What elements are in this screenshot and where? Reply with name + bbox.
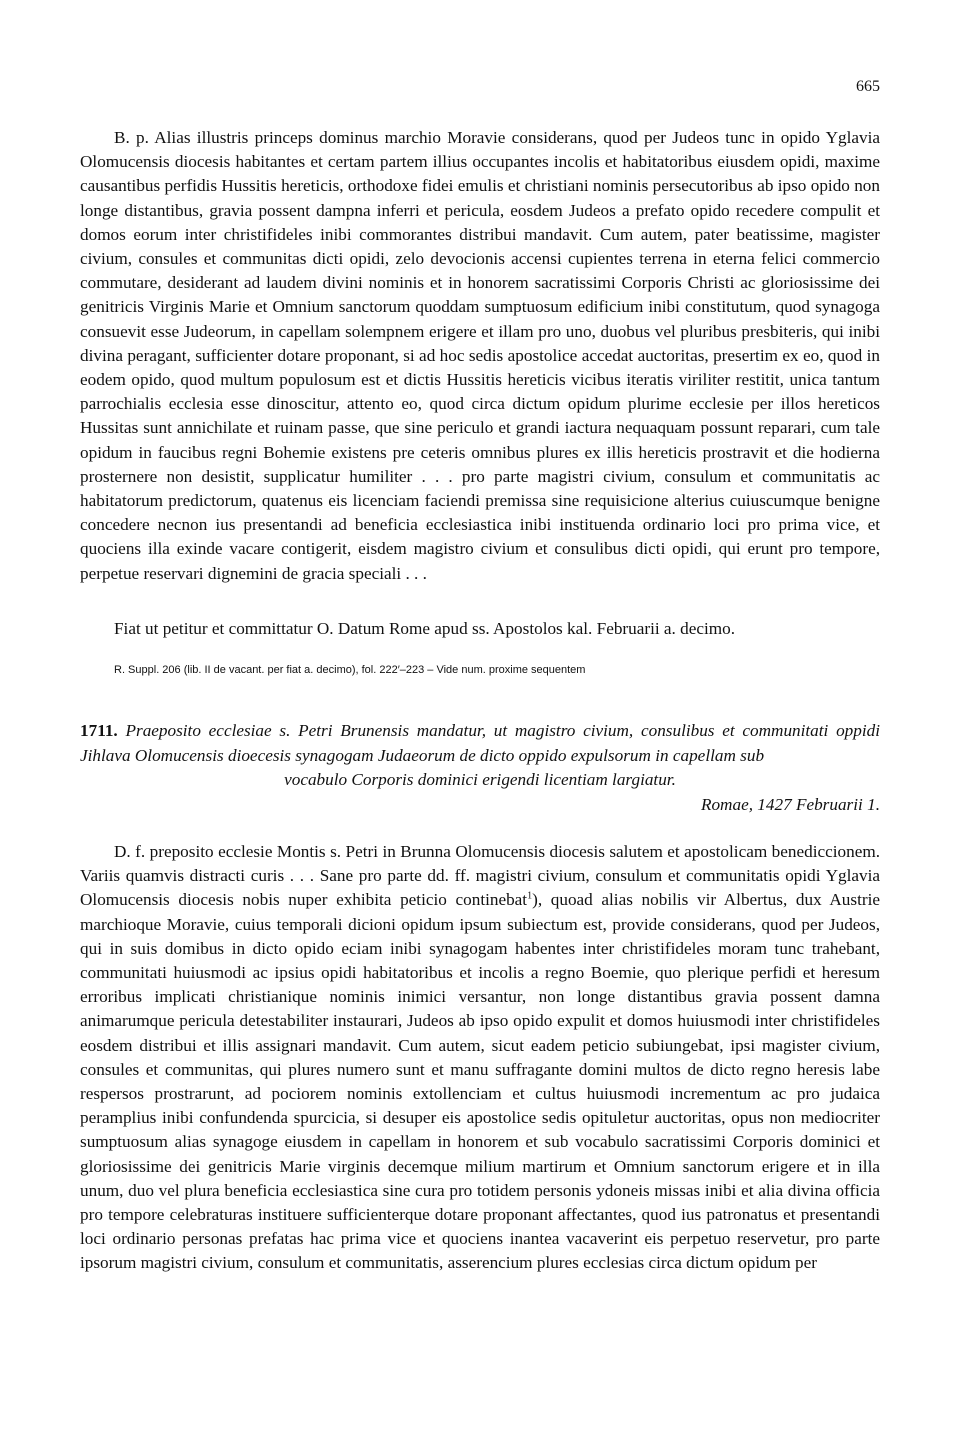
mandate-text-start: D. f. preposito ecclesie Montis s. Petri in Brunna Olomucensis diocesis salutem et apostolicam benediccionem. Variis quamvis distracti curis . . . Sane pro parte dd. ff. magistri civium, consulum et communitatis opidi Yglavia Olomucensis diocesis nobis nuper exhibita peticio continebat bbox=[80, 842, 880, 910]
entry-date: Romae, 1427 Februarii 1. bbox=[700, 794, 880, 814]
closing-line: Fiat ut petitur et committatur O. Datum Rome apud ss. Apostolos kal. Februarii a. decimo. bbox=[114, 619, 736, 638]
note-marker: 1 bbox=[527, 890, 533, 902]
mandate-paragraph bbox=[80, 840, 880, 1276]
entry-heading bbox=[80, 719, 880, 817]
regest-text: Praeposito ecclesiae s. Petri Brunensis mandatur, ut magistro civium, consulibus et communitati oppidi Jihlava Olomucensis dioecesis synagogam Judaeorum de dicto oppido expulsorum in capellam sub bbox=[80, 721, 881, 765]
mandate-text-rest: ), quoad alias nobilis vir Albertus, dux Austrie marchioque Moravie, cuius temporali dicioni opidum ipsum subiectum est, provide considerans, quod per Judeos, qui in suis domibus in dicto opido eciam inibi synagogam habentes inter christifideles moram tunc trahebant, communitati huiusmodi ac ipsius opidi habitatoribus et incolis a regno Boemie, quo plerique perfidi et heresum erroribus implicati christianique nominis inimici versantur, non longe distantibus gravia possent damna animarumque pericula detestabiliter instaurari, Judeos ab ipso opido expulit et domos huiusmodi inter christifideles eosdem distribui et illis assignari mandavit. Cum autem, sicut eadem peticio subiungebat, ipsi magister civium, consules et communitas, qui plures numero sunt et manu suffragante domini multos de dicto regno heresis labe respersos prostrarunt, ad pociorem nominis extollenciam et cultus huiusmodi incrementum ac pro judaica peramplius inibi confundenda spurcicia, si desuper eis apostolice sedis opituletur auctoritas, opus non mediocriter sumptuosum alias synagoge eiusdem in capellam in honorem et sub vocabulo sacratissimi Corporis dominici et gloriosissime dei genitricis Marie virginis decemque milium martirum et Omnium sanctorum erigere et in illa unum, duo vel plura beneficia ecclesiastica sine cura pro totidem personis ydoneis missas inibi et alia divina officia pro tempore celebraturas instituere sufficienterque dotare proponant affectantes, quod ius patronatus et presentandi loci ordinario personas prefatas hac prima vice et quociens inantea vacaverint eis perpetuo reservetur, pro parte ipsorum magistri civium, consulum et communitatis, asserencium plures ecclesias circa dictum opidum per bbox=[80, 890, 880, 1273]
page-number: 665 bbox=[856, 78, 880, 95]
entry-regest bbox=[80, 719, 880, 793]
supplication-paragraph: B. p. Alias illustris princeps dominus marchio Moravie considerans, quod per Judeos tunc in opido Yglavia Olomucensis diocesis habitantes et certam partem illius occupantes incolis et habitatoribus eiusdem opidi, maxime causantibus perfidis Hussitis hereticis, orthodoxe fidei emulis et christiani nominis persecutoribus ab ipso opido non longe distantibus, gravia possent dampna inferri et pericula, eosdem Judeos a prefato opido recedere compulit et domos eorum inter christifideles inibi commorantes distribui mandavit. Cum autem, pater beatissime, magister civium, consules et communitas dicti opidi, zelo devocionis accensi cupientes terrena in eterna felici commercio commutare, desiderant ad laudem divini nominis et in honorem sacratissimi Corporis Christi ac gloriosissime dei genitricis Virginis Marie et Omnium sanctorum quoddam sumptuosum edificium inibi constitutum, quod synagoga consuevit esse Judeorum, in capellam solempnem erigere et illam pro uno, duobus vel pluribus presbiteris, qui inibi divina peragant, sufficienter dotare proponant, si ad hoc sedis apostolice accedat auctoritas, presertim ex eo, quod in eodem opido, quod multum populosum est et dictis Hussitis hereticis vicibus iteratis viriliter restitit, unica tantum parrochialis ecclesia esse dinoscitur, attento eo, quod circa dictum opidum plurime ecclesie per illos hereticos Hussitas sunt annichilate et ruinam passe, que sine periculo et grandi iactura nequaquam possunt reparari, cum tale opidum in faucibus regni Bohemie existens pre ceteris omnibus plures ex illis hereticis prostravit et die hodierna prosternere non desistit, supplicatur humiliter . . . pro parte magistri civium, consulum et communitatis ac habitatorum predictorum, quatenus eis licenciam faciendi premissa sine requisicione alterius cuiuscumque benigne concedere necnon ius presentandi ad beneficia ecclesiastica inibi instituenda ordinario loci pro prima vice, et quociens illa exinde vacare contigerit, eisdem magistro civium et consulibus dicti opidi, qui erunt pro tempore, perpetue reservari dignemini de gracia speciali . . . bbox=[80, 128, 880, 583]
regest-last-line: vocabulo Corporis dominici erigendi licentiam largiatur. bbox=[284, 770, 676, 789]
entry-number: 1711. bbox=[80, 721, 118, 740]
source-footnote: R. Suppl. 206 (lib. II de vacant. per fiat a. decimo), fol. 222′–223 – Vide num. proxime sequentem bbox=[114, 664, 586, 676]
